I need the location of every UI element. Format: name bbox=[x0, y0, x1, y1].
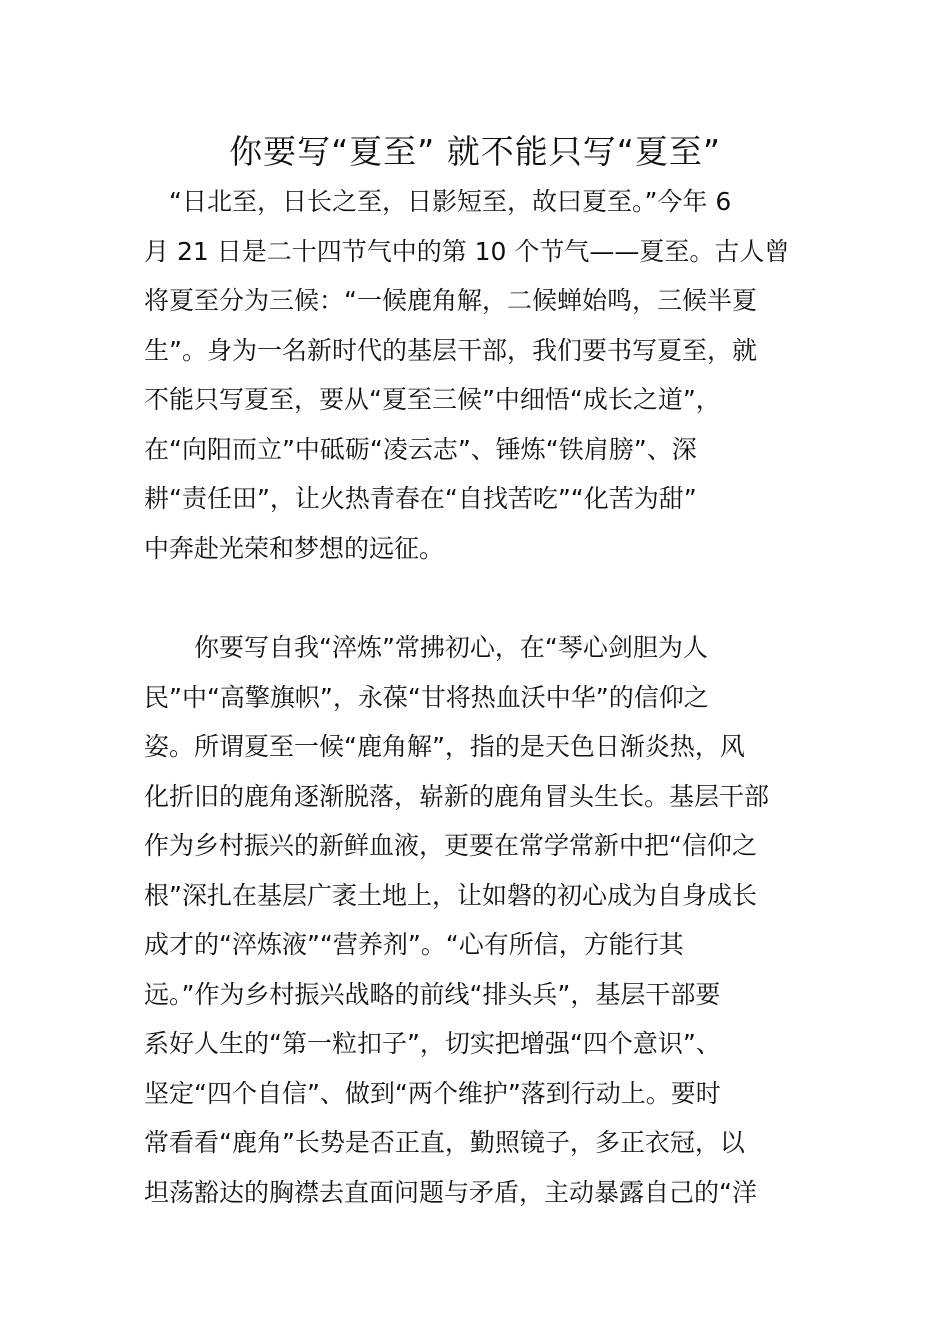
paragraph-line: 你要写自我“淬炼”常拂初心，在“琴心剑胆为人 bbox=[144, 633, 708, 662]
paragraph-line: 远。”作为乡村振兴战略的前线“排头兵”，基层干部要 bbox=[144, 979, 721, 1009]
paragraph-line: 生”。身为一名新时代的基层干部，我们要书写夏至，就 bbox=[144, 335, 757, 365]
paragraph-line: 系好人生的“第一粒扣子”，切实把增强“四个意识”、 bbox=[144, 1029, 721, 1058]
paragraph-line: 中奔赴光荣和梦想的远征。 bbox=[144, 533, 445, 563]
paragraph-line: 民”中“高擎旗帜”，永葆“甘将热血沃中华”的信仰之 bbox=[144, 682, 709, 712]
paragraph-line: 不能只写夏至，要从“夏至三候”中细悟“成长之道”， bbox=[144, 385, 721, 414]
paragraph-line: 作为乡村振兴的新鲜血液，更要在常学常新中把“信仰之 bbox=[144, 831, 757, 860]
paragraph-line: 常看看“鹿角”长势是否正直，勤照镜子，多正衣冠，以 bbox=[144, 1128, 745, 1157]
paragraph-line: “日北至，日长之至，日影短至，故曰夏至。”今年 6 bbox=[144, 187, 732, 216]
paragraph-line: 坦荡豁达的胸襟去直面问题与矛盾，主动暴露自己的“洋 bbox=[144, 1177, 757, 1207]
paragraph-line: 化折旧的鹿角逐渐脱落，崭新的鹿角冒头生长。基层干部 bbox=[144, 781, 770, 811]
paragraph-line: 根”深扎在基层广袤土地上，让如磐的初心成为自身成长 bbox=[144, 880, 757, 910]
paragraph-line: 将夏至分为三候：“一候鹿角解，二候蝉始鸣，三候半夏 bbox=[144, 286, 757, 315]
paragraph-line: 成才的“淬炼液”“营养剂”。“心有所信，方能行其 bbox=[144, 930, 684, 959]
article-title: 你要写“夏至” 就不能只写“夏至” bbox=[229, 132, 721, 171]
paragraph-line: 耕“责任田”，让火热青春在“自找苦吃”“化苦为甜” bbox=[144, 484, 697, 513]
paragraph-line: 姿。所谓夏至一候“鹿角解”，指的是天色日渐炎热，风 bbox=[144, 732, 745, 761]
paragraph-line: 在“向阳而立”中砥砺“凌云志”、锤炼“铁肩膀”、深 bbox=[144, 434, 697, 464]
paragraph-line: 月 21 日是二十四节气中的第 10 个节气——夏至。古人曾 bbox=[144, 236, 790, 266]
paragraph-intro bbox=[144, 177, 814, 573]
paragraph-line: 坚定“四个自信”、做到“两个维护”落到行动上。要时 bbox=[144, 1078, 721, 1108]
paragraph-body bbox=[144, 623, 814, 1217]
